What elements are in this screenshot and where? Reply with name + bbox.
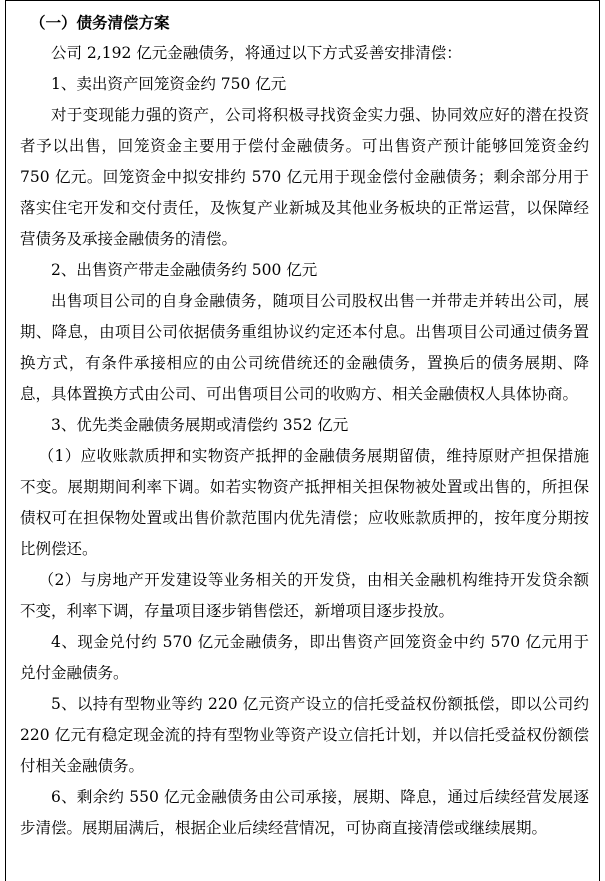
document-page [5,0,600,881]
intro-paragraph: 公司 2,192 亿元金融债务，将通过以下方式妥善安排清偿： [51,44,462,62]
section-title: （一）债务清偿方案 [30,13,170,32]
item-2-title: 2、出售资产带走金融债务约 500 亿元 [51,261,318,279]
item-5-paragraph: 5、以持有型物业等约 220 亿元资产设立的信托受益权份额抵偿，即以公司约 220 亿元有稳定现金流的持有型物业等资产设立信托计划，并以信托受益权份额偿付相关金融债务。 [20,695,589,775]
item-3-sub-1: （1）应收账款质押和实物资产抵押的金融债务展期留债，维持原财产担保措施不变。展期期间利率下调。如若实物资产抵押相关担保物被处置或出售的，所担保债权可在担保物处置或出售价款范围内优先清偿；应收账款质押的，按年度分期按比例偿还。 [20,447,589,558]
item-3-sub-2: （2）与房地产开发建设等业务相关的开发贷，由相关金融机构维持开发贷余额不变，利率下调，存量项目逐步销售偿还，新增项目逐步投放。 [20,571,589,620]
item-3-title: 3、优先类金融债务展期或清偿约 352 亿元 [51,416,349,434]
item-6-paragraph: 6、剩余约 550 亿元金融债务由公司承接，展期、降息，通过后续经营发展逐步清偿。展期届满后，根据企业后续经营情况，可协商直接清偿或继续展期。 [20,788,589,837]
item-2-body: 出售项目公司的自身金融债务，随项目公司股权出售一并带走并转出公司，展期、降息，由项目公司依据债务重组协议约定还本付息。出售项目公司通过债务置换方式，有条件承接相应的由公司统借统还的金融债务，置换后的债务展期、降息，具体置换方式由公司、可出售项目公司的收购方、相关金融债权人具体协商。 [20,292,589,403]
item-1-body: 对于变现能力强的资产，公司将积极寻找资金实力强、协同效应好的潜在投资者予以出售，回笼资金主要用于偿付金融债务。可出售资产预计能够回笼资金约 750 亿元。回笼资金中拟安排约 570 亿元用于现金偿付金融债务；剩余部分用于落实住宅开发和交付责任，及恢复产业新城及其他业务板块的正常运营，以保障经营债务及承接金融债务的清偿。 [20,106,589,248]
item-1-title: 1、卖出资产回笼资金约 750 亿元 [51,75,287,93]
document-content [20,7,589,844]
item-4-paragraph: 4、现金兑付约 570 亿元金融债务，即出售资产回笼资金中约 570 亿元用于兑付金融债务。 [20,633,589,682]
